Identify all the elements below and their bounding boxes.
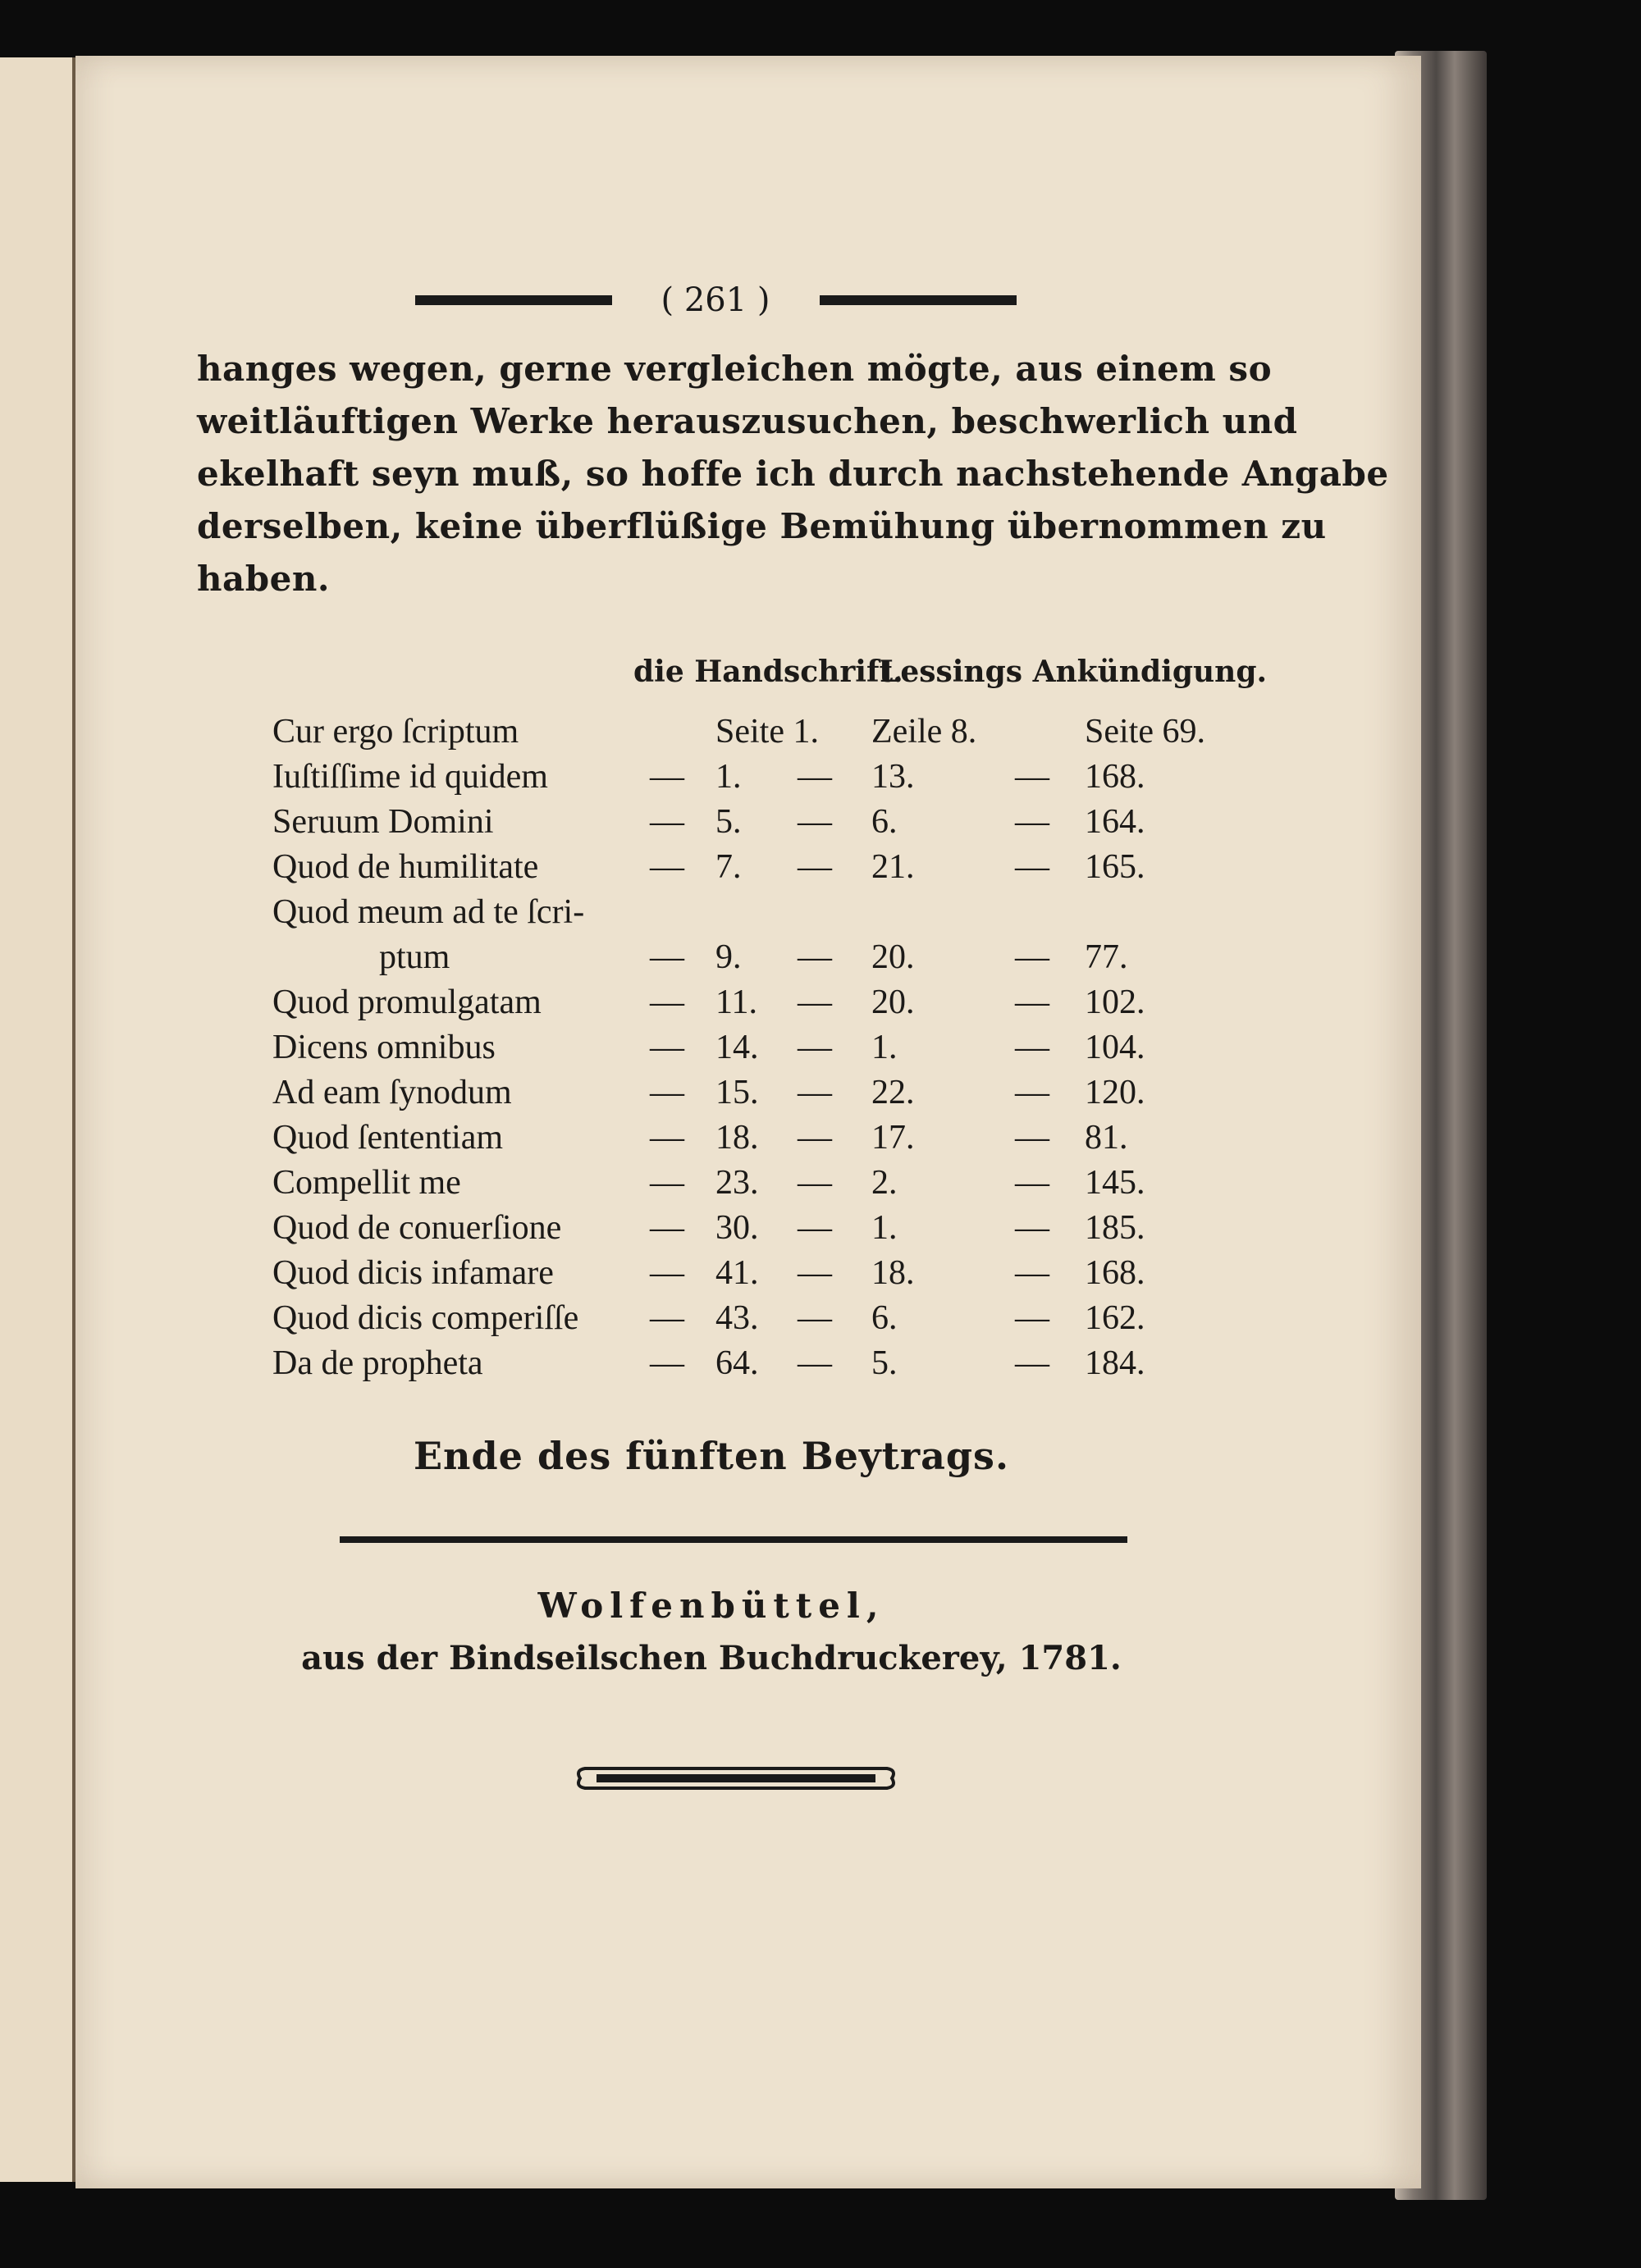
body-line: weitläuftigen Werke herauszusuchen, beschwerlich und	[197, 401, 1298, 441]
table-row	[199, 938, 1224, 982]
row-title: Quod promulgatam	[272, 983, 542, 1021]
manuscript-line: 5.	[871, 1344, 898, 1382]
manuscript-line: 20.	[871, 938, 915, 976]
lessing-page: 120.	[1085, 1074, 1145, 1111]
dash: —	[650, 1209, 684, 1247]
dash: —	[798, 1209, 832, 1247]
manuscript-page: 9.	[715, 938, 742, 976]
facing-page-edge	[0, 57, 75, 2182]
manuscript-line: Zeile 8.	[871, 713, 977, 751]
row-title: Dicens omnibus	[272, 1029, 496, 1066]
lessing-page: 168.	[1085, 1254, 1145, 1292]
manuscript-line: 17.	[871, 1119, 915, 1157]
manuscript-page: 43.	[715, 1299, 759, 1337]
column-header-lessing: Lessings Ankündigung.	[880, 655, 1268, 689]
table-row	[199, 1208, 1224, 1253]
table-row	[199, 712, 1224, 756]
manuscript-page: 41.	[715, 1254, 759, 1292]
manuscript-line: 21.	[871, 848, 915, 886]
dash: —	[1015, 1164, 1049, 1202]
header-rule-left	[415, 295, 612, 305]
manuscript-page: 11.	[715, 983, 757, 1021]
dash: —	[1015, 758, 1049, 796]
table-row	[199, 1298, 1224, 1343]
manuscript-page: 1.	[715, 758, 742, 796]
row-title: Quod ſententiam	[272, 1119, 504, 1157]
dash: —	[798, 1299, 832, 1337]
dash: —	[798, 848, 832, 886]
dash: —	[1015, 848, 1049, 886]
dash: —	[798, 1074, 832, 1111]
dash: —	[650, 758, 684, 796]
row-title: Quod dicis comperiſſe	[272, 1299, 579, 1337]
dash: —	[650, 1254, 684, 1292]
manuscript-line: 1.	[871, 1209, 898, 1247]
table-row	[199, 757, 1224, 801]
manuscript-line: 2.	[871, 1164, 898, 1202]
manuscript-line: 22.	[871, 1074, 915, 1111]
dash: —	[1015, 1074, 1049, 1111]
header-rule-right	[820, 295, 1017, 305]
dash: —	[798, 1029, 832, 1066]
manuscript-page: Seite 1.	[715, 713, 819, 751]
body-line: derselben, keine überflüßige Bemühung übernommen zu	[197, 506, 1327, 546]
column-header-manuscript: die Handschrift.	[633, 655, 903, 689]
dash: —	[650, 983, 684, 1021]
manuscript-page: 18.	[715, 1119, 759, 1157]
page-content	[75, 56, 1421, 2188]
table-row	[199, 1118, 1224, 1162]
manuscript-line: 13.	[871, 758, 915, 796]
table-row	[199, 1344, 1224, 1388]
closing-rule	[340, 1536, 1127, 1543]
lessing-page: 102.	[1085, 983, 1145, 1021]
manuscript-line: 20.	[871, 983, 915, 1021]
lessing-page: 185.	[1085, 1209, 1145, 1247]
imprint-printer: aus der Bindseilschen Buchdruckerey, 1781.	[301, 1639, 1122, 1677]
dash: —	[650, 1164, 684, 1202]
manuscript-page: 15.	[715, 1074, 759, 1111]
lessing-page: 162.	[1085, 1299, 1145, 1337]
table-row	[199, 1163, 1224, 1207]
row-title: Iuſtiſſime id quidem	[272, 758, 548, 796]
lessing-page: 164.	[1085, 803, 1145, 841]
manuscript-page: 64.	[715, 1344, 759, 1382]
body-line: ekelhaft seyn muß, so hoffe ich durch nachstehende Angabe	[197, 454, 1389, 494]
dash: —	[1015, 1299, 1049, 1337]
row-title: Compellit me	[272, 1164, 461, 1202]
dash: —	[798, 1119, 832, 1157]
row-title: ptum	[379, 938, 450, 976]
dash: —	[798, 1254, 832, 1292]
tailpiece-ornament	[572, 1762, 900, 1795]
row-title: Cur ergo ſcriptum	[272, 713, 519, 751]
dash: —	[650, 1029, 684, 1066]
manuscript-page: 23.	[715, 1164, 759, 1202]
lessing-page: 165.	[1085, 848, 1145, 886]
table-row	[199, 1028, 1224, 1072]
row-title: Da de propheta	[272, 1344, 483, 1382]
manuscript-line: 1.	[871, 1029, 898, 1066]
row-title: Quod de conuerſione	[272, 1209, 562, 1247]
dash: —	[1015, 1254, 1049, 1292]
dash: —	[650, 1344, 684, 1382]
table-row	[199, 802, 1224, 847]
row-title: Quod de humilitate	[272, 848, 539, 886]
lessing-page: 145.	[1085, 1164, 1145, 1202]
manuscript-line: 18.	[871, 1254, 915, 1292]
dash: —	[798, 1344, 832, 1382]
manuscript-page: 14.	[715, 1029, 759, 1066]
dash: —	[1015, 803, 1049, 841]
table-row	[199, 983, 1224, 1027]
lessing-page: Seite 69.	[1085, 713, 1205, 751]
manuscript-page: 7.	[715, 848, 742, 886]
dash: —	[650, 1074, 684, 1111]
dash: —	[798, 1164, 832, 1202]
lessing-page: 168.	[1085, 758, 1145, 796]
page-number: ( 261 )	[661, 281, 770, 319]
table-row	[199, 892, 1224, 937]
table-row	[199, 1253, 1224, 1298]
lessing-page: 184.	[1085, 1344, 1145, 1382]
table-row	[199, 847, 1224, 892]
dash: —	[650, 848, 684, 886]
dash: —	[1015, 1119, 1049, 1157]
dash: —	[1015, 1029, 1049, 1066]
dash: —	[1015, 1209, 1049, 1247]
body-line: hanges wegen, gerne vergleichen mögte, aus einem so	[197, 349, 1273, 389]
table-row	[199, 1073, 1224, 1117]
body-paragraph	[197, 343, 1389, 605]
row-title: Quod dicis infamare	[272, 1254, 554, 1292]
dash: —	[1015, 983, 1049, 1021]
manuscript-page: 30.	[715, 1209, 759, 1247]
dash: —	[798, 983, 832, 1021]
dash: —	[650, 1119, 684, 1157]
page-header	[346, 267, 1085, 333]
section-end-note: Ende des fünften Beytrags.	[414, 1434, 1009, 1478]
dash: —	[798, 803, 832, 841]
manuscript-line: 6.	[871, 803, 898, 841]
row-title: Ad eam ſynodum	[272, 1074, 512, 1111]
dash: —	[650, 803, 684, 841]
imprint-city: Wolfenbüttel,	[537, 1586, 885, 1626]
dash: —	[1015, 1344, 1049, 1382]
lessing-page: 81.	[1085, 1119, 1128, 1157]
row-title: Seruum Domini	[272, 803, 494, 841]
lessing-page: 104.	[1085, 1029, 1145, 1066]
body-line: haben.	[197, 559, 330, 599]
manuscript-line: 6.	[871, 1299, 898, 1337]
dash: —	[650, 938, 684, 976]
book-page	[75, 56, 1421, 2188]
dash: —	[1015, 938, 1049, 976]
dash: —	[798, 938, 832, 976]
manuscript-page: 5.	[715, 803, 742, 841]
dash: —	[798, 758, 832, 796]
row-title: Quod meum ad te ſcri-	[272, 893, 585, 931]
lessing-page: 77.	[1085, 938, 1128, 976]
dash: —	[650, 1299, 684, 1337]
